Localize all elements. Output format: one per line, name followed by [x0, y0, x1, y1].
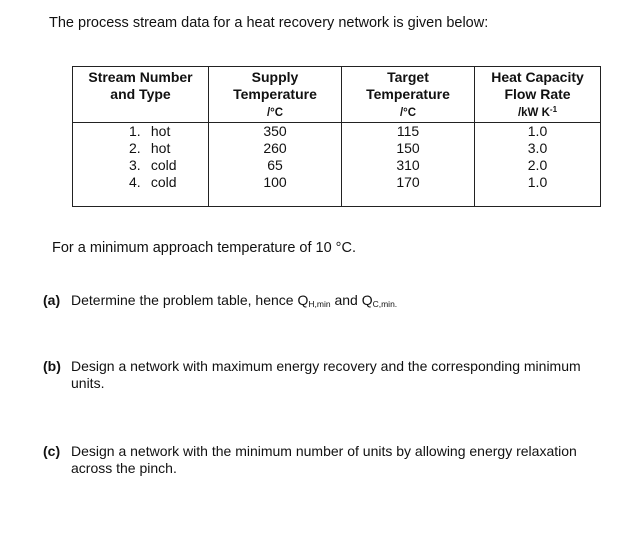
question-a-text: Determine the problem table, hence $Q_{H,min}$ and $Q_{C,min.}$	[71, 292, 398, 309]
heat-capacity-cell: 3.0	[475, 140, 601, 157]
target-temperature-unit: /°C	[399, 107, 417, 119]
target-temp-cell: 170	[342, 174, 475, 191]
heat-capacity-cell: 2.0	[475, 157, 601, 174]
stream-cell: 2. hot	[73, 140, 209, 157]
stream-cell: 1. hot	[73, 123, 209, 141]
target-temp-cell: 115	[342, 123, 475, 141]
table-filler-row	[73, 191, 601, 207]
question-b-text: Design a network with maximum energy recovery and the corresponding minimum units.	[71, 358, 581, 391]
question-a	[43, 292, 603, 309]
header-supply-temperature: Supply Temperature /°C	[209, 67, 342, 123]
question-c-label: (c)	[43, 443, 61, 459]
table-row	[73, 174, 601, 191]
supply-temp-cell: 260	[209, 140, 342, 157]
heat-capacity-cell: 1.0	[475, 174, 601, 191]
stream-cell: 3. cold	[73, 157, 209, 174]
question-b-label: (b)	[43, 358, 61, 374]
table-row	[73, 157, 601, 174]
table-header-row	[73, 67, 601, 123]
heat-capacity-cell: 1.0	[475, 123, 601, 141]
question-c-text: Design a network with the minimum number of units by allowing energy relaxation across the pinch.	[71, 443, 577, 476]
header-stream-number-type: Stream Number and Type	[73, 67, 209, 123]
supply-temp-cell: 65	[209, 157, 342, 174]
table-row	[73, 140, 601, 157]
stream-cell: 4. cold	[73, 174, 209, 191]
heat-capacity-unit: /kW $K^{-1}$	[517, 105, 558, 119]
target-temp-cell: 310	[342, 157, 475, 174]
question-c	[43, 443, 608, 477]
supply-temperature-unit: /°C	[266, 107, 284, 119]
question-b	[43, 358, 608, 392]
header-heat-capacity-flow-rate: Heat Capacity Flow Rate /kW $K^{-1}$	[475, 67, 601, 123]
supply-temp-cell: 350	[209, 123, 342, 141]
table-row	[73, 123, 601, 141]
stream-data-table	[72, 66, 601, 207]
target-temp-cell: 150	[342, 140, 475, 157]
question-a-label: (a)	[43, 292, 61, 308]
approach-temperature-text: For a minimum approach temperature of 10 °C.	[52, 240, 356, 256]
intro-text: The process stream data for a heat recovery network is given below:	[49, 15, 489, 31]
header-target-temperature: Target Temperature /°C	[342, 67, 475, 123]
supply-temp-cell: 100	[209, 174, 342, 191]
